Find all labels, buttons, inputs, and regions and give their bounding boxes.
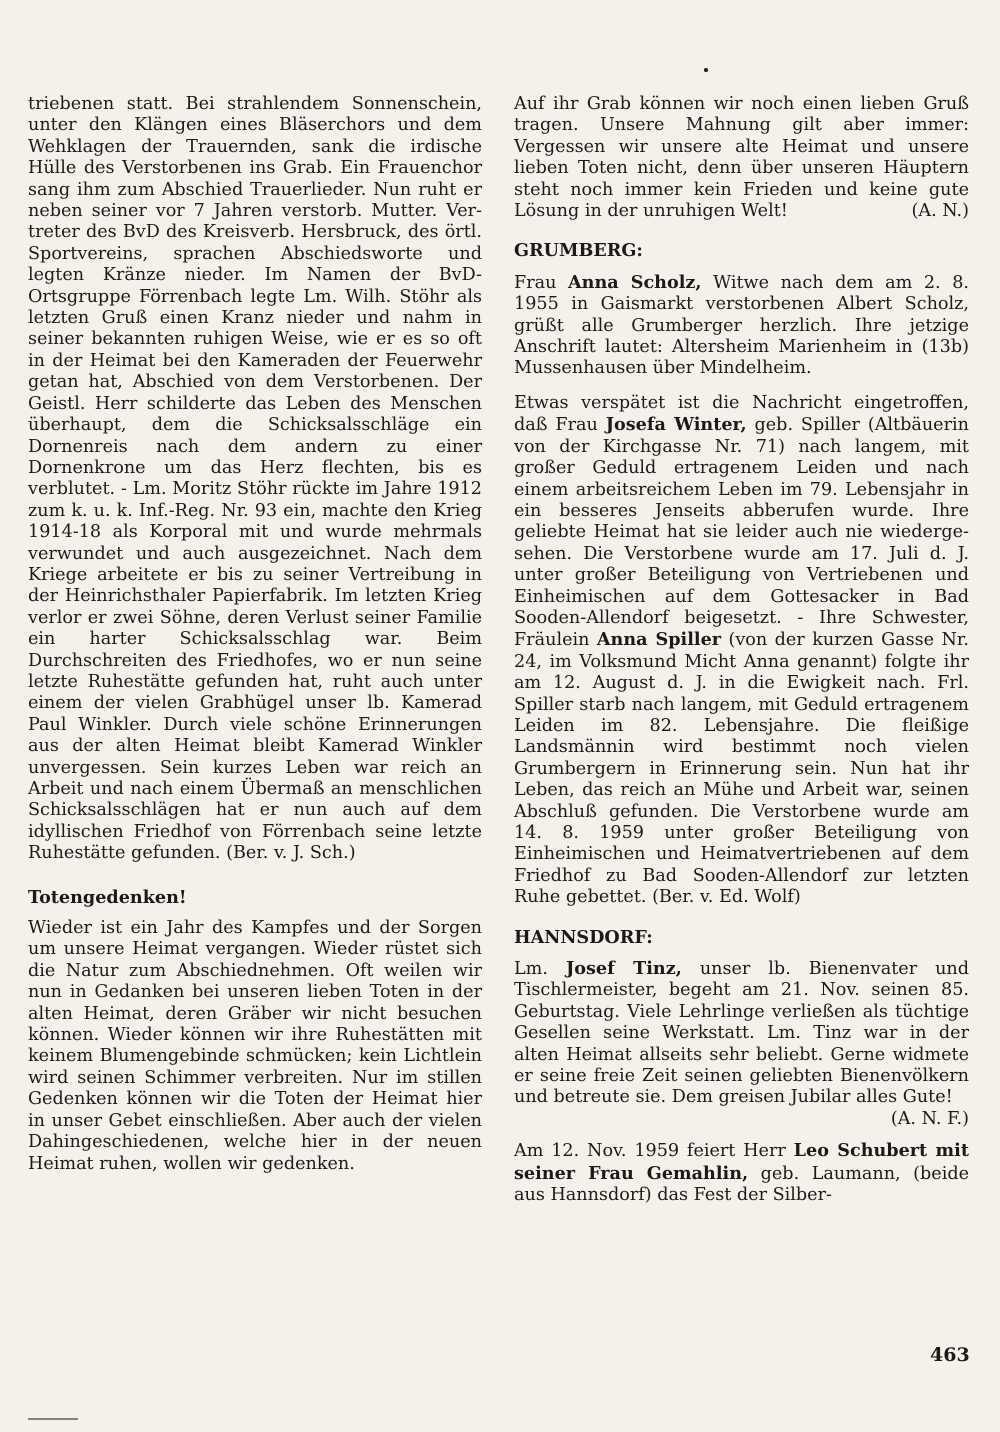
print-speck	[704, 68, 708, 72]
totengedenken-paragraph: Wieder ist ein Jahr des Kampfes und der Sorgen um unsere Heimat vergangen. Wieder rüstet sich die Natur zum Abschiednehmen. Oft weilen wir nun in Gedanken bei unseren lieben Toten in der alten Heimat, deren Gräber wir nicht besuchen können. Wieder können wir ihre Ruhestätten mit keinem Blumengebinde schmücken; kein Lichtlein wird seinen Schimmer verbreiten. Nur im stillen Gedenken können wir die Toten der Heimat hier in unser Gebet einschließen. Aber auch der vielen Dahingeschiedenen, welche hier in der neuen Heimat ruhen, wollen wir gedenken.	[28, 918, 482, 1174]
mahnung-signoff: (A. N.)	[911, 201, 969, 222]
print-smudge	[28, 1418, 78, 1420]
tinz-signoff: (A. N. F.)	[890, 1108, 969, 1129]
text-run: geb. Spiller (Altbäuerin von der Kirchgasse Nr. 71) nach langem, mit großer Geduld ertragenem Leiden und nach einem arbeitsreichem Leben im 79. Lebensjahr in ein besseres Jenseits abberufen wurde. Ihre geliebte Heimat hat sie leider auch nie wiedergesehen. Die Verstorbene wurde am 17. Juli d. J. unter großer Beteiligung von Vertriebenen und Einheimischen auf dem Gottesacker in Bad Sooden-Allendorf beigesetzt. - Ihre Schwester, Fräulein	[514, 415, 969, 651]
text-run: geb. Laumann, (beide aus Hannsdorf) das Fest der Silber-	[514, 1163, 969, 1206]
text-run: Am 12. Nov. 1959 feiert Herr	[514, 1141, 794, 1162]
hannsdorf-paragraph-schubert	[514, 1140, 969, 1206]
mahnung-paragraph	[514, 94, 969, 222]
page-number: 463	[930, 1344, 970, 1366]
right-column	[514, 94, 969, 1207]
section-heading-grumberg: GRUMBERG:	[514, 240, 643, 262]
left-column	[28, 94, 482, 1175]
text-run: Lm.	[514, 959, 566, 980]
name-anna-spiller: Anna Spiller	[596, 629, 722, 651]
text-run: (von der kurzen Gasse Nr. 24, im Volksmund Micht Anna genannt) folgte ihr am 12. August d. J. in die Ewigkeit nach. Frl. Spiller starb nach langem, mit Geduld ertragenem Leiden im 82. Lebensjahre. Die fleißige Landsmännin wird bestimmt noch vielen Grumbergern in Erinnerung sein. Nun hat ihr Leben, das reich an Mühe und Arbeit war, seinen Abschluß gefunden. Die Verstorbene wurde am 14. 8. 1959 unter großer Beteiligung von Einheimischen und Heimatvertriebenen auf dem Friedhof zu Bad Sooden-Allendorf zur letzten Ruhe gebettet. (Ber. v. Ed. Wolf)	[514, 630, 969, 908]
hannsdorf-paragraph-tinz	[514, 958, 969, 1109]
name-josefa-winter: Josefa Winter,	[605, 414, 747, 436]
name-josef-tinz: Josef Tinz,	[565, 958, 682, 980]
text-run: unser lb. Bienenvater und Tischlermeister, begeht am 21. Nov. seinen 85. Geburtstag. Viele Lehrlinge verließen als tüchtige Gesellen seine Werkstatt. Lm. Tinz war in der alten Heimat allseits sehr beliebt. Gerne widmete er seine freie Zeit seinen geliebten Bienenvölkern und betreute sie. Dem greisen Jubilar alles Gute!	[514, 959, 970, 1108]
grumberg-paragraph-scholz	[514, 272, 969, 380]
section-heading-totengedenken: Totengedenken!	[28, 886, 187, 908]
text-run: Frau	[514, 272, 569, 293]
mahnung-text: Auf ihr Grab können wir noch einen lieben Gruß tragen. Unsere Mahnung gilt aber immer: Vergessen wir unsere alte Heimat und unsere lieben Toten nicht, denn über unseren Häuptern steht noch immer kein Frieden und keine gute Lösung in der unruhigen Welt!	[514, 94, 969, 222]
name-leo-schubert: Leo Schubert mit seiner Frau Gemahlin,	[514, 1140, 969, 1184]
text-run: Etwas verspätet ist die Nachricht eingetroffen, daß Frau	[514, 392, 969, 436]
section-heading-hannsdorf: HANNSDORF:	[514, 926, 653, 948]
obituary-paragraph: triebenen statt. Bei strahlendem Sonnenschein, unter den Klängen eines Bläserchors und dem Wehklagen der Trauernden, sank die irdische Hülle des Verstorbenen ins Grab. Ein Frauenchor sang ihm zum Abschied Trauerlieder. Nun ruht er neben seiner vor 7 Jahren verstorb. Mutter. Vertreter des BvD des Kreisverb. Hersbruck, des örtl. Sportvereins, sprachen Abschiedsworte und legten Kränze nieder. Im Namen der BvD-Ortsgruppe Förrenbach legte Lm. Wilh. Stöhr als letzten Gruß einen Kranz nieder und nahm in seiner bekannten ruhigen Weise, wie er es so oft in der Heimat bei den Kameraden der Feuerwehr getan hat, Abschied von dem Verstorbenen. Der Geistl. Herr schilderte das Leben des Menschen überhaupt, dem die Schicksalsschläge ein Dornenreis nach dem andern zu einer Dornenkrone um das Herz flechten, bis es verblutet. - Lm. Moritz Stöhr rückte im Jahre 1912 zum k. u. k. Inf.-Reg. Nr. 93 ein, machte den Krieg 1914-18 als Korporal mit und wurde mehrmals verwundet und auch ausgezeichnet. Nach dem Kriege arbeitete er bis zu seiner Vertreibung in der Heinrichsthaler Papierfabrik. Im letzten Krieg verlor er zwei Söhne, deren Verlust seiner Familie ein harter Schicksalsschlag war. Beim Durchschreiten des Friedhofes, wo er nun seine letzte Ruhestätte gefunden hat, ruht auch unter einem der vielen Grabhügel unser lb. Kamerad Paul Winkler. Durch viele schöne Erinnerungen aus der alten Heimat bleibt Kamerad Winkler unvergessen. Sein kurzes Leben war reich an Arbeit und nach einem Übermaß an menschlichen Schicksalsschlägen hat er nun auch auf dem idyllischen Friedhof von Förrenbach seine letzte Ruhestätte gefunden. (Ber. v. J. Sch.)	[28, 94, 482, 864]
text-run: Witwe nach dem am 2. 8. 1955 in Gaismarkt verstorbenen Albert Scholz, grüßt alle Grumberger herzlich. Ihre jetzige Anschrift lautet: Altersheim Marienheim in (13b) Mussenhausen über Mindelheim.	[514, 272, 969, 379]
grumberg-paragraph-winter	[514, 393, 969, 909]
name-anna-scholz: Anna Scholz,	[568, 271, 702, 293]
